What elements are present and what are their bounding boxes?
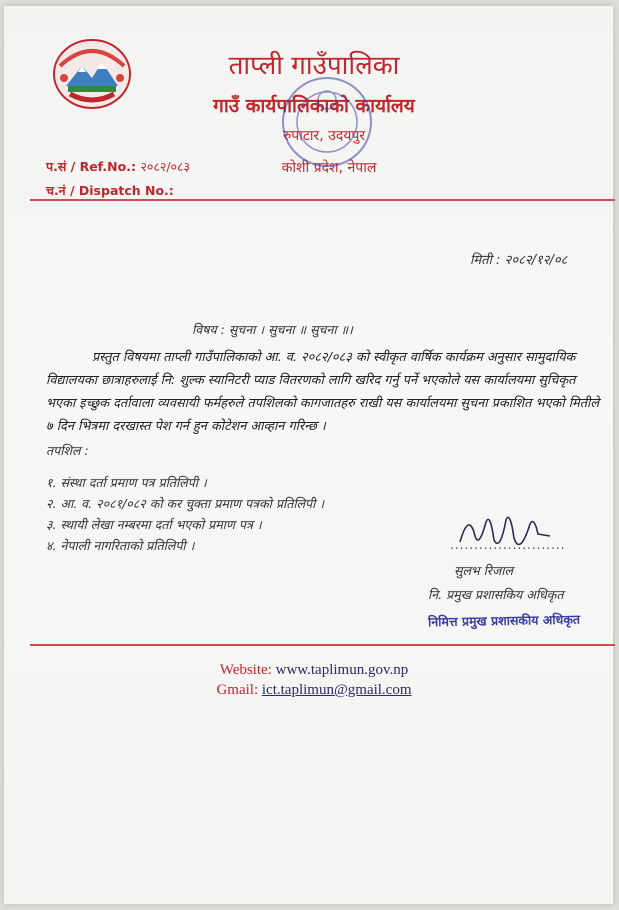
ref-number — [46, 158, 190, 175]
nepal-emblem-icon — [50, 36, 134, 110]
gmail-link[interactable]: ict.taplimun@gmail.com — [261, 682, 412, 698]
signer-name: सुलभ रिजाल — [454, 563, 514, 578]
letter-page — [4, 6, 613, 904]
ref-value: २०८२/०८३ — [140, 159, 191, 174]
signer-title: नि. प्रमुख प्रशासकिय अधिकृत — [428, 587, 564, 602]
gmail-line — [144, 682, 484, 699]
website-line — [144, 662, 484, 679]
gmail-label: Gmail: — [216, 682, 259, 698]
address: रुपाटार, उदयपुर — [282, 128, 366, 144]
list-item: ४. नेपाली नागरिताको प्रतिलिपी । — [46, 538, 195, 553]
dispatch-label: च.नं / Dispatch No.: — [46, 183, 174, 198]
office-stamp-icon — [272, 72, 382, 172]
letter-subject: विषय : सुचना । सुचना ॥ सुचना ॥। — [192, 322, 353, 337]
office-title: गाउँ कार्यपालिकाको कार्यालय — [213, 95, 415, 117]
tapashil-heading: तपशिल : — [46, 443, 89, 458]
letter-date: मिती : २०८२/१२/०८ — [470, 253, 568, 268]
stamp-title: निमित्त प्रमुख प्रशासकीय अधिकृत — [427, 611, 581, 630]
ref-label: प.सं / Ref.No.: — [46, 159, 136, 174]
website-label: Website: — [219, 662, 272, 678]
list-item: २. आ. व. २०८१/०८२ को कर चुक्ता प्रमाण पत्रको प्रतिलिपी । — [46, 496, 325, 511]
letter-body: प्रस्तुत विषयमा ताप्ली गाउँपालिकाको आ. व. २०८२/०८३ को स्वीकृत वार्षिक कार्यक्रम अनुसार सामुदायिक विद्यालयका छात्राहरुलाई नि: शुल्क स्यानिटरी प्याड वितरणको लागि खरिद गर्नु पर्ने भएकोले यस कार्यालयमा सुचिकृत भएका इच्छुक दर्तावाला व्यवसायी फर्महरुले तपशिलको कागजातहरु राखी यस कार्यालयमा सुचना प्रकाशित भएको मितीले ७ दिन भित्रमा दरखास्त पेश गर्न हुन कोटेशन आव्हान गरिन्छ । — [46, 350, 600, 434]
website-link[interactable]: www.taplimun.gov.np — [275, 662, 409, 678]
list-item: ३. स्थायी लेखा नम्बरमा दर्ता भएको प्रमाण पत्र । — [46, 517, 262, 532]
footer-divider — [30, 644, 615, 646]
list-item: १. संस्था दर्ता प्रमाण पत्र प्रतिलिपी । — [46, 475, 207, 490]
province: कोशी प्रदेश, नेपाल — [281, 160, 377, 176]
handwritten-signature-icon — [450, 512, 560, 562]
document-list — [46, 472, 324, 556]
signature-line: ........................ — [450, 538, 566, 552]
org-title: ताप्ली गाउँपालिका — [228, 51, 400, 81]
header-divider — [30, 199, 615, 201]
